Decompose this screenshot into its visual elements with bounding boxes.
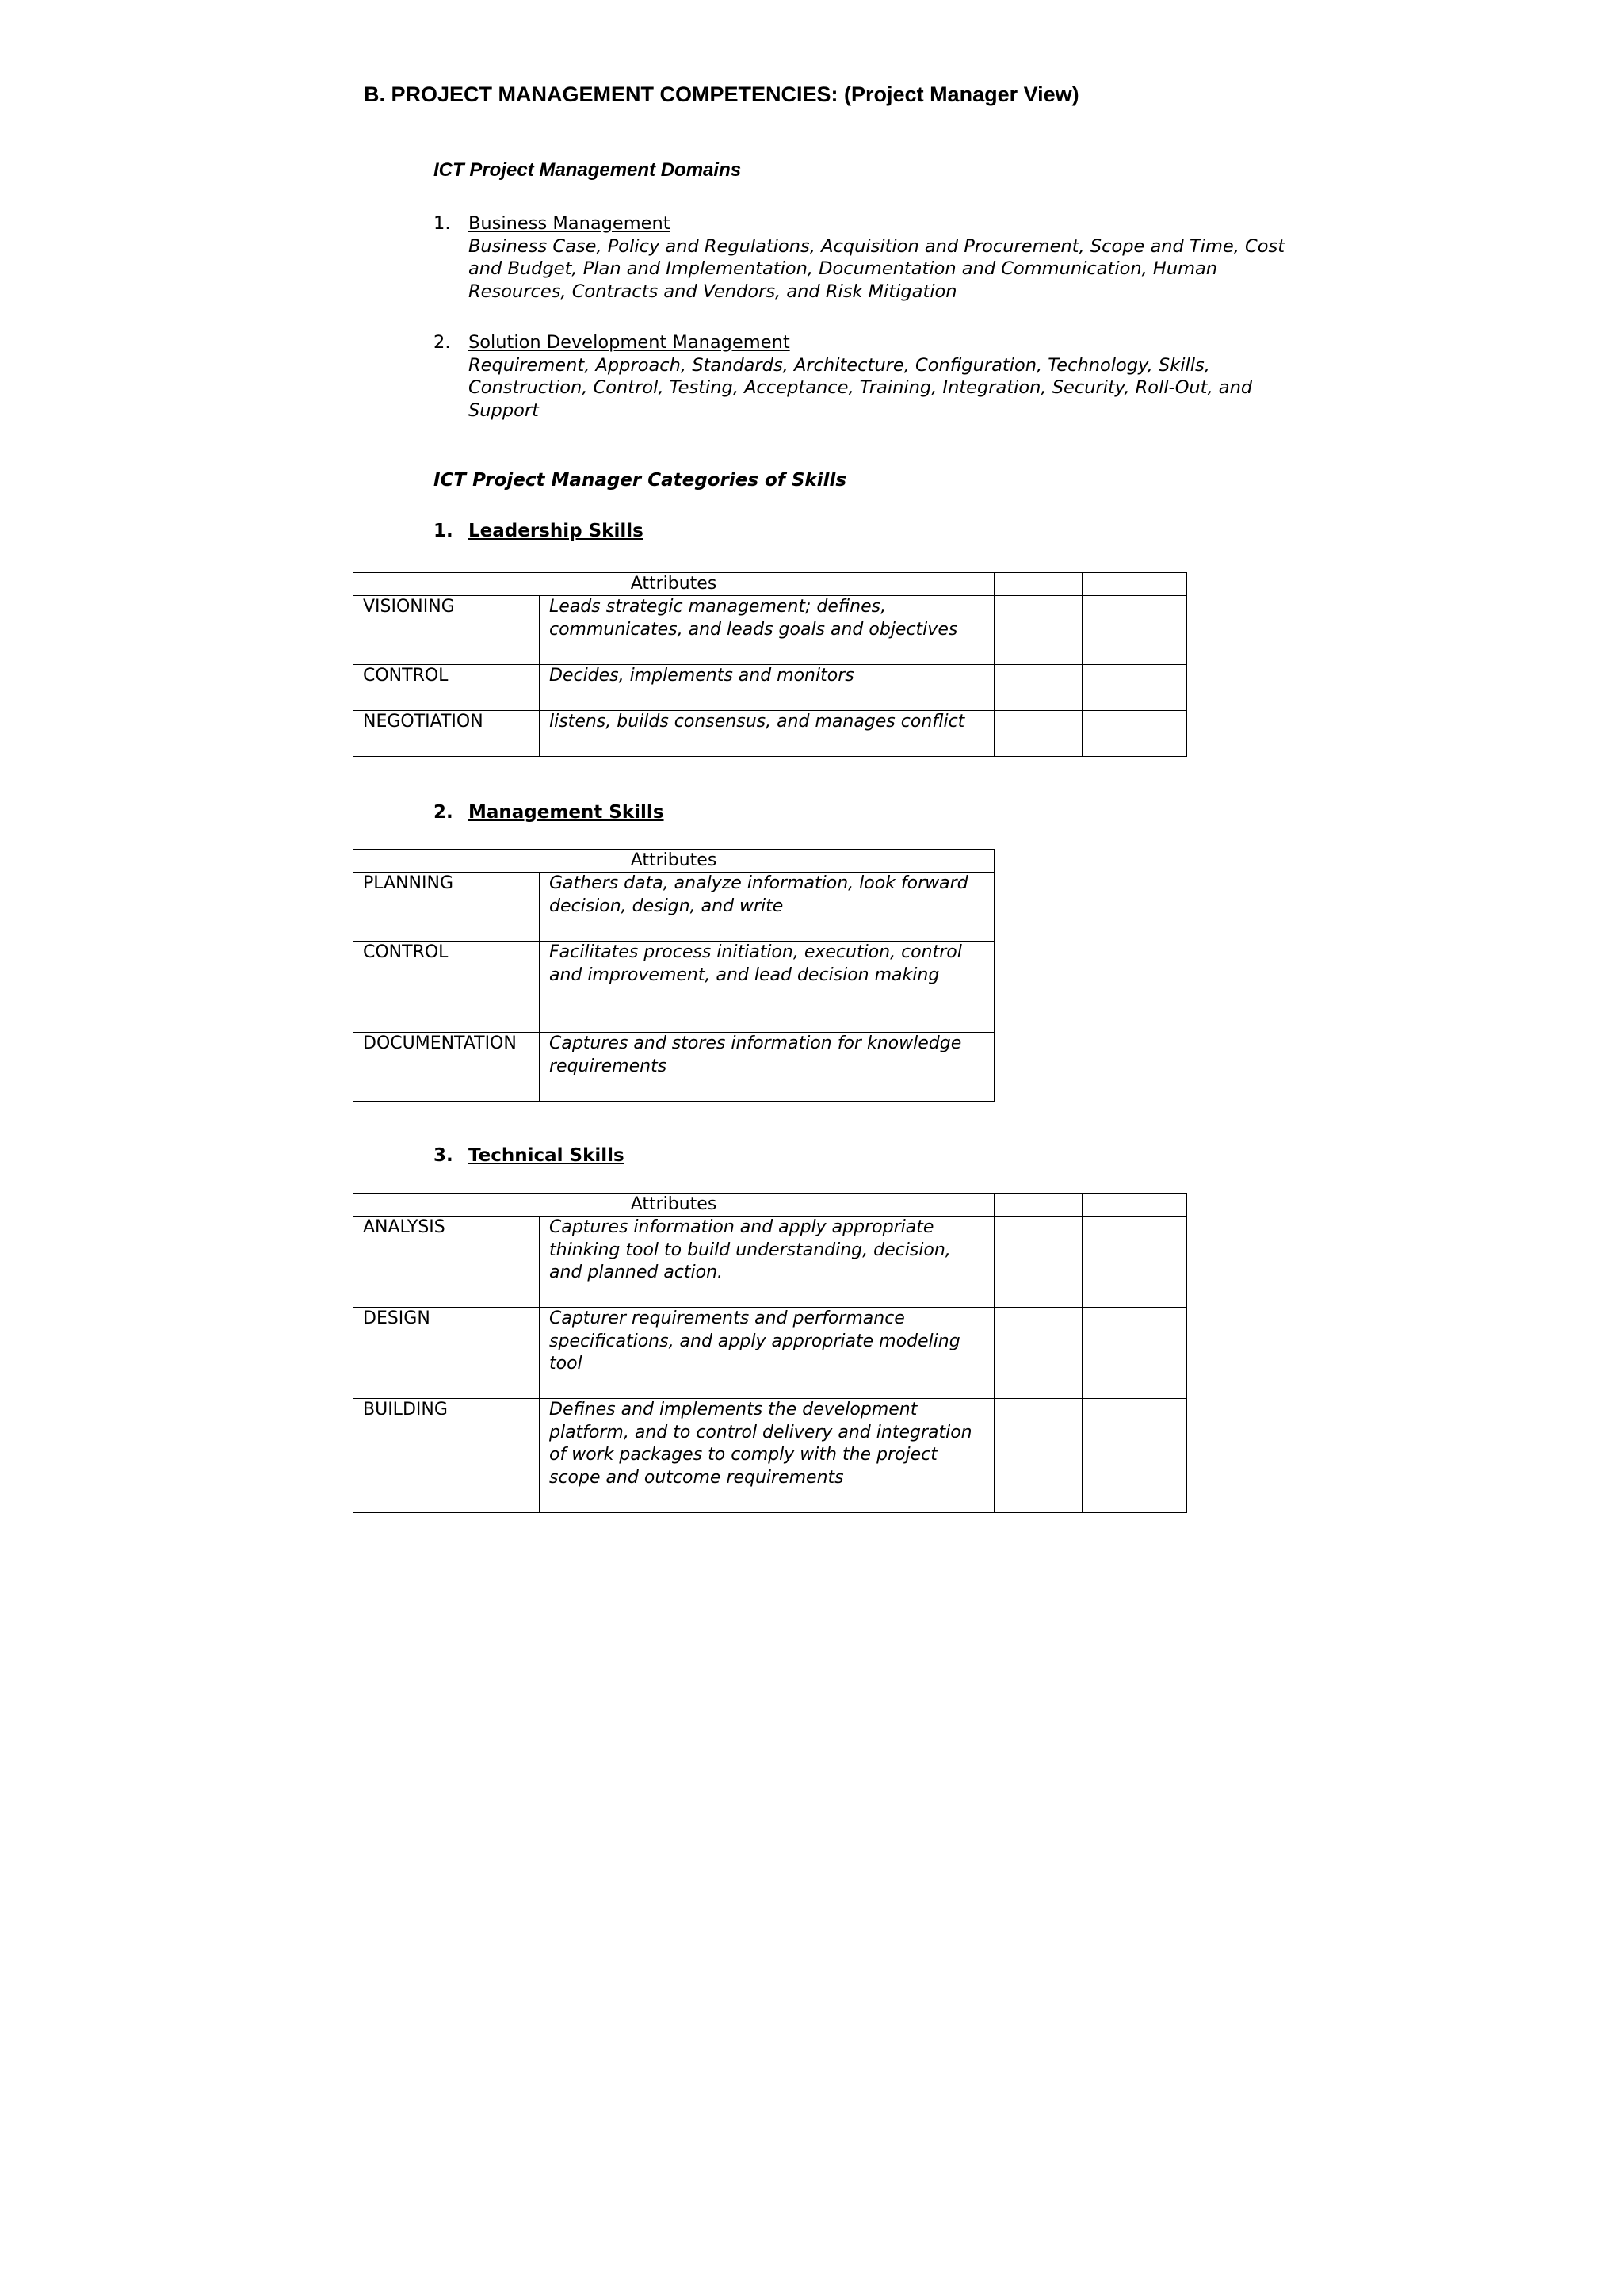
table-header-row <box>353 573 1187 596</box>
blank-cell <box>1083 596 1187 665</box>
table-row <box>353 1308 1187 1399</box>
attribute-description: Facilitates process initiation, execution, control and improvement, and lead decision making <box>540 942 995 1033</box>
table-row <box>353 596 1187 665</box>
blank-cell <box>1083 1399 1187 1513</box>
table-header-row <box>353 850 995 873</box>
blank-cell <box>995 1399 1083 1513</box>
blank-cell <box>995 1194 1083 1217</box>
blank-cell <box>995 1217 1083 1308</box>
blank-cell <box>1083 711 1187 757</box>
technical-skills-table <box>353 1193 1187 1513</box>
attribute-description: Defines and implements the development platform, and to control delivery and integration of work packages to comply with the project scope and outcome requirements <box>540 1399 995 1513</box>
attribute-description: listens, builds consensus, and manages conflict <box>540 711 995 757</box>
attributes-header: Attributes <box>353 1194 995 1217</box>
category-number: 1. <box>433 521 453 541</box>
table-row <box>353 665 1187 711</box>
attribute-name: BUILDING <box>353 1399 540 1513</box>
attribute-name: DESIGN <box>353 1308 540 1399</box>
attribute-name: ANALYSIS <box>353 1217 540 1308</box>
table-row <box>353 1399 1187 1513</box>
table-row <box>353 711 1187 757</box>
attribute-description: Captures information and apply appropriate thinking tool to build understanding, decision, and planned action. <box>540 1217 995 1308</box>
blank-cell <box>995 596 1083 665</box>
domain-name: Business Management <box>468 213 670 234</box>
attribute-name: PLANNING <box>353 873 540 942</box>
blank-cell <box>995 573 1083 596</box>
category-number: 3. <box>433 1145 453 1166</box>
blank-cell <box>1083 1217 1187 1308</box>
table-row <box>353 873 995 942</box>
leadership-skills-table <box>353 572 1187 757</box>
attribute-name: VISIONING <box>353 596 540 665</box>
domain-description: Business Case, Policy and Regulations, Acquisition and Procurement, Scope and Time, Cost and Budget, Plan and Implementation, Documentation and Communication, Human Resources, Contracts and Vendors, and Risk Mitigation <box>468 235 1285 302</box>
attributes-header: Attributes <box>353 850 995 873</box>
attribute-name: CONTROL <box>353 665 540 711</box>
attribute-name: NEGOTIATION <box>353 711 540 757</box>
category-name: Technical Skills <box>468 1145 624 1166</box>
category-name: Management Skills <box>468 802 664 823</box>
management-skills-table <box>353 849 995 1102</box>
page-title: B. PROJECT MANAGEMENT COMPETENCIES: (Project Manager View) <box>364 82 1079 106</box>
blank-cell <box>995 1308 1083 1399</box>
blank-cell <box>995 665 1083 711</box>
skills-heading: ICT Project Manager Categories of Skills <box>433 470 847 491</box>
blank-cell <box>995 711 1083 757</box>
table-row <box>353 1033 995 1102</box>
table-row <box>353 1217 1187 1308</box>
blank-cell <box>1083 1308 1187 1399</box>
domain-number: 1. <box>433 213 451 234</box>
category-name: Leadership Skills <box>468 521 643 541</box>
domains-heading: ICT Project Management Domains <box>433 159 742 181</box>
domain-item <box>433 212 1289 303</box>
domain-item <box>433 331 1289 422</box>
domain-number: 2. <box>433 332 451 353</box>
skill-category-heading <box>433 802 664 823</box>
attribute-name: DOCUMENTATION <box>353 1033 540 1102</box>
blank-cell <box>1083 1194 1187 1217</box>
blank-cell <box>1083 573 1187 596</box>
attribute-description: Gathers data, analyze information, look forward decision, design, and write <box>540 873 995 942</box>
table-row <box>353 942 995 1033</box>
attribute-name: CONTROL <box>353 942 540 1033</box>
domain-name: Solution Development Management <box>468 332 790 353</box>
attribute-description: Leads strategic management; defines, communicates, and leads goals and objectives <box>540 596 995 665</box>
skill-category-heading <box>433 1145 624 1166</box>
blank-cell <box>1083 665 1187 711</box>
attributes-header: Attributes <box>353 573 995 596</box>
skill-category-heading <box>433 521 643 541</box>
table-header-row <box>353 1194 1187 1217</box>
domain-description: Requirement, Approach, Standards, Architecture, Configuration, Technology, Skills, Construction, Control, Testing, Acceptance, Training, Integration, Security, Roll-Out, and Support <box>468 354 1253 421</box>
attribute-description: Captures and stores information for knowledge requirements <box>540 1033 995 1102</box>
category-number: 2. <box>433 802 453 823</box>
attribute-description: Decides, implements and monitors <box>540 665 995 711</box>
attribute-description: Capturer requirements and performance specifications, and apply appropriate modeling tool <box>540 1308 995 1399</box>
